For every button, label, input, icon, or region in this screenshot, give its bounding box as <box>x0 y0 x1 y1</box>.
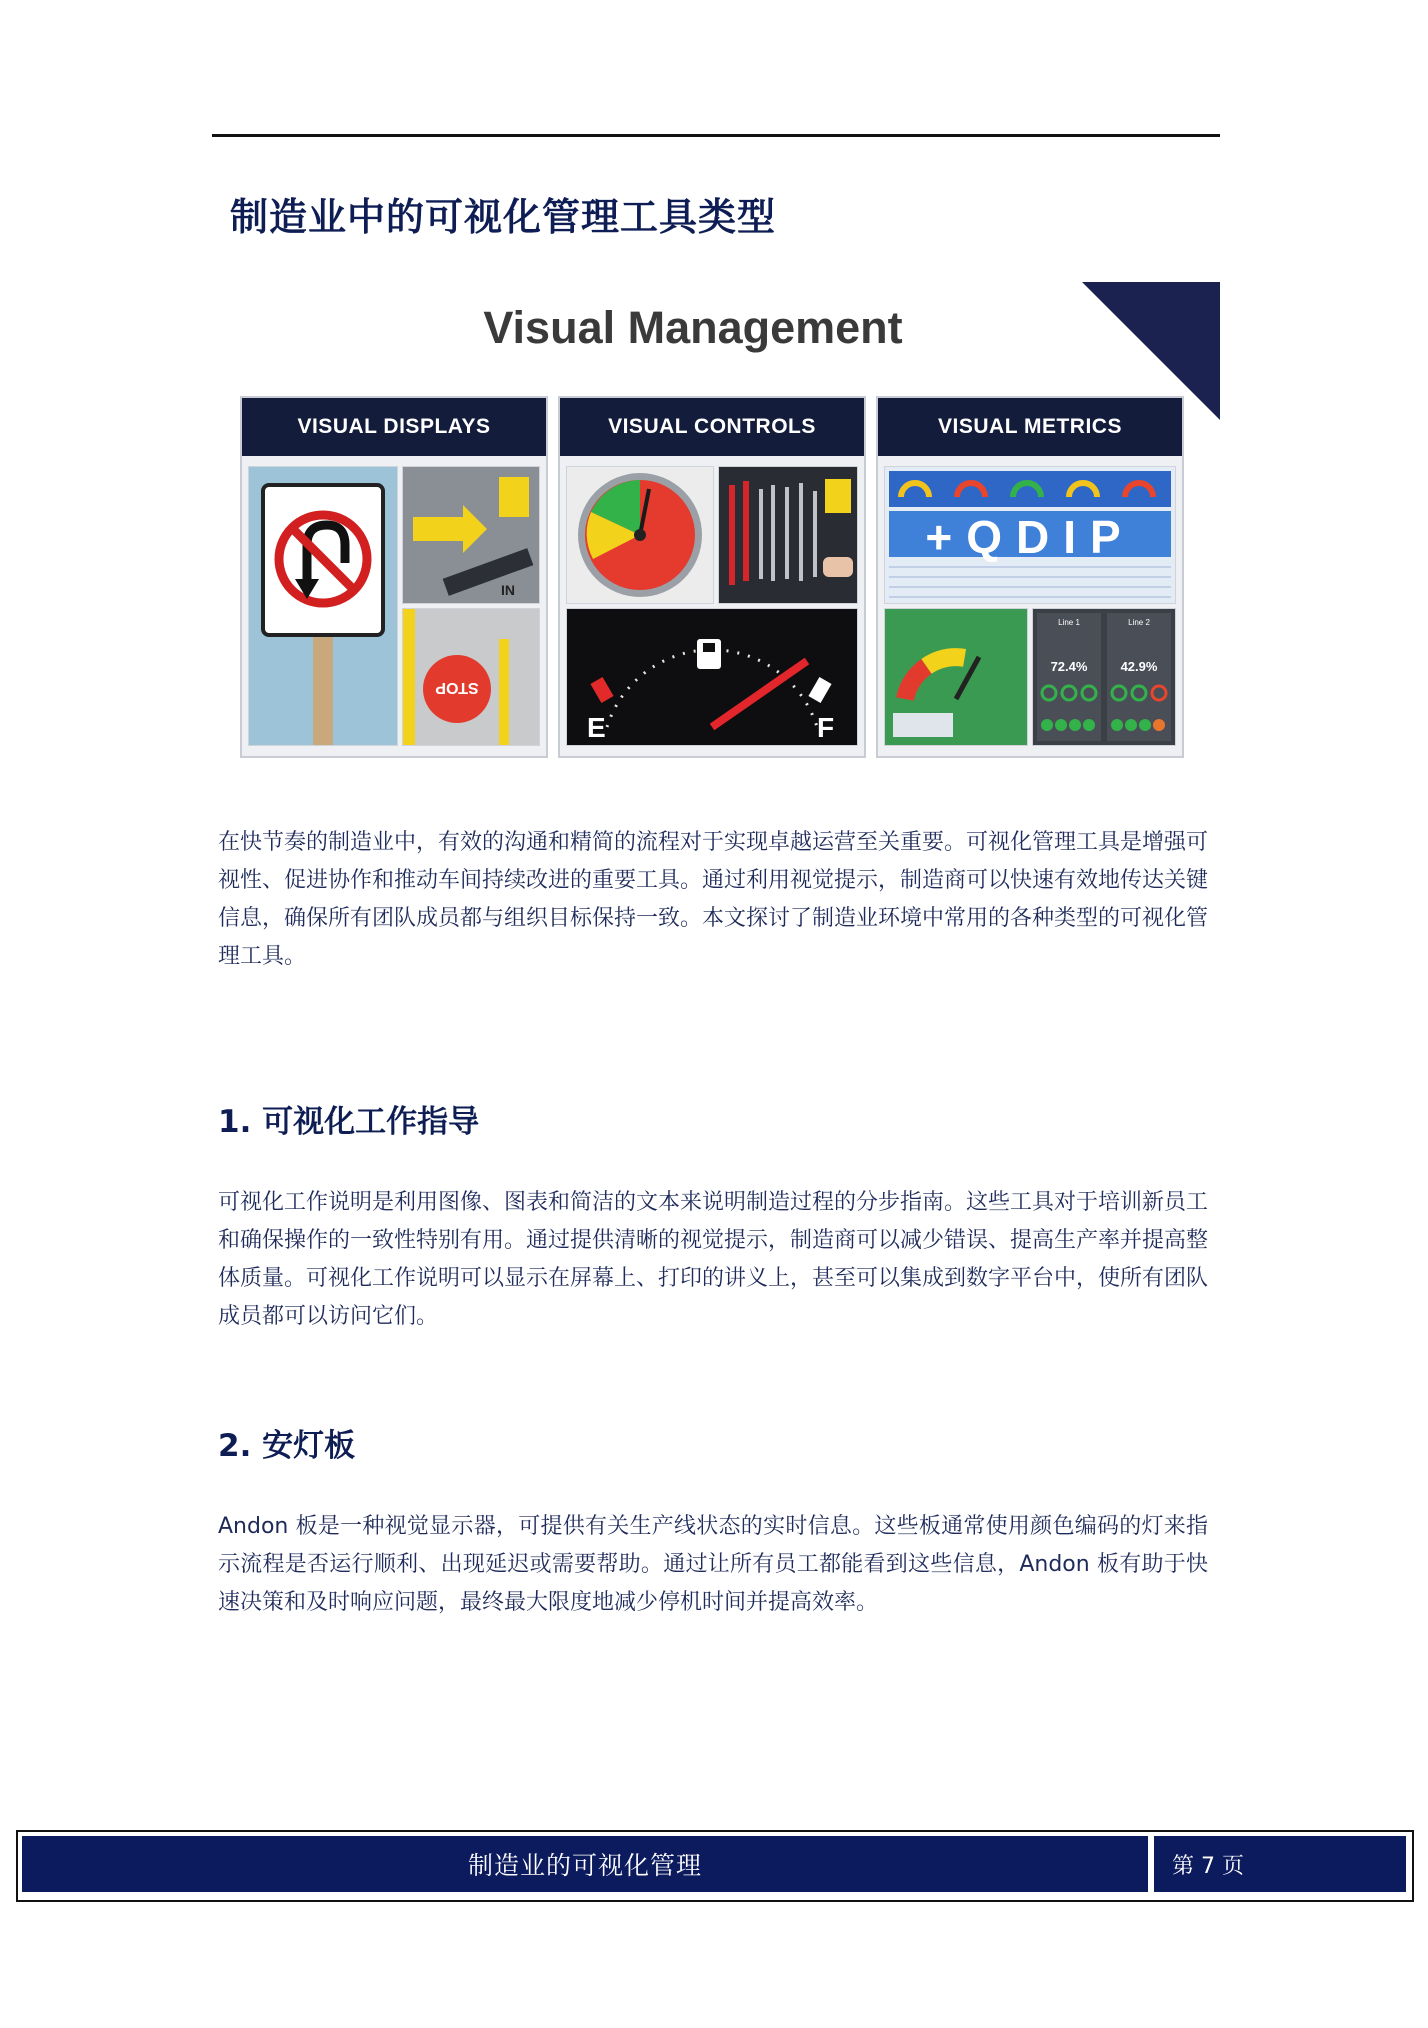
floor-arrows-photo <box>402 466 540 604</box>
floor-marking-text: IN <box>501 582 515 598</box>
page-footer <box>16 1830 1414 1902</box>
section-body-work-instructions: 可视化工作说明是利用图像、图表和简洁的文本来说明制造过程的分步指南。这些工具对于培训新员工和确保操作的一致性特别有用。通过提供清晰的视觉提示，制造商可以减少错误、提高生产率并提高整体质量。可视化工作说明可以显示在屏幕上、打印的讲义上，甚至可以集成到数字平台中，使所有团队成员都可以访问它们。 <box>218 1190 1209 1329</box>
section-body-andon: Andon 板是一种视觉显示器，可提供有关生产线状态的实时信息。这些板通常使用颜色编码的灯来指示流程是否运行顺利、出现延迟或需要帮助。通过让所有员工都能看到这些信息，Andon 板有助于快速决策和及时响应问题，最终最大限度地减少停机时间并提高效率。 <box>218 1514 1208 1615</box>
line1-title: Line 1 <box>1058 618 1080 627</box>
line1-value: 72.4% <box>1050 659 1088 674</box>
header-rule <box>212 134 1220 137</box>
no-u-turn-sign-photo <box>248 466 398 746</box>
panel-header: VISUAL CONTROLS <box>560 398 864 456</box>
figure-title: Visual Management <box>483 302 903 353</box>
footer-title: 制造业的可视化管理 <box>22 1836 1148 1892</box>
panel-visual-metrics <box>876 396 1184 758</box>
panel-visual-controls <box>558 396 866 758</box>
fuel-empty-label: E <box>587 712 606 743</box>
line2-value: 42.9% <box>1120 659 1158 674</box>
page-title: 制造业中的可视化管理工具类型 <box>230 195 777 239</box>
visual-management-figure <box>238 282 1220 758</box>
stop-sign-text: STOP <box>435 679 479 696</box>
section-heading-work-instructions: 1. 可视化工作指导 <box>218 1104 480 1140</box>
tool-shadow-board-photo <box>718 466 858 604</box>
oee-gauge-photo <box>884 608 1028 746</box>
panel-header: VISUAL METRICS <box>878 398 1182 456</box>
panel-header: VISUAL DISPLAYS <box>242 398 546 456</box>
fuel-gauge-photo <box>566 608 858 746</box>
qdip-board-photo <box>884 466 1176 604</box>
panel-visual-displays <box>240 396 548 758</box>
qdip-letters: +QDIP <box>925 511 1135 563</box>
page-number: 第 7 页 <box>1154 1836 1406 1892</box>
intro-paragraph: 在快节奏的制造业中，有效的沟通和精简的流程对于实现卓越运营至关重要。可视化管理工具是增强可视性、促进协作和推动车间持续改进的重要工具。通过利用视觉提示，制造商可以快速有效地传达关键信息，确保所有团队成员都与组织目标保持一致。本文探讨了制造业环境中常用的各种类型的可视化管理工具。 <box>218 830 1209 969</box>
pressure-gauge-photo <box>566 466 714 604</box>
section-heading-andon: 2. 安灯板 <box>218 1428 356 1464</box>
line-metrics-display <box>1032 608 1176 746</box>
stop-floor-sign-photo <box>402 608 540 746</box>
line2-title: Line 2 <box>1128 618 1150 627</box>
fuel-full-label: F <box>817 712 835 743</box>
